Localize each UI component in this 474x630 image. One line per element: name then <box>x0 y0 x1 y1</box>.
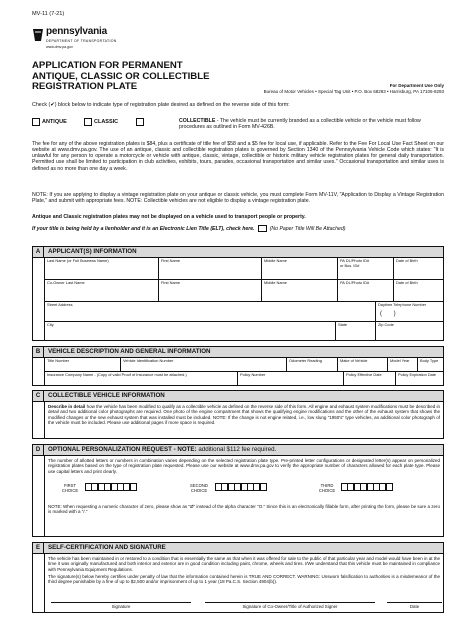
section-a-applicant <box>32 246 444 341</box>
field-label: Street Address <box>47 302 73 307</box>
dl-id-field[interactable] <box>337 258 393 279</box>
section-header <box>33 247 443 258</box>
field-label: Policy Expiration Date <box>398 372 437 377</box>
logo-url: www.dmv.pa.gov <box>46 45 73 49</box>
policy-number-field[interactable] <box>237 372 343 386</box>
first-choice-label: FIRST CHOICE <box>61 482 79 493</box>
insurance-row <box>45 372 443 386</box>
field-label: Zip Code <box>378 322 394 327</box>
section-title: APPLICANT(S) INFORMATION <box>48 248 137 256</box>
classic-checkbox[interactable] <box>84 118 92 126</box>
field-label: First Name <box>161 258 181 263</box>
collectible-instructions <box>45 402 443 427</box>
phone-field[interactable] <box>375 302 443 321</box>
personalization-instructions: The number of allotted letters or numbers in combination varies depending on the selected registration plate type. Pre-printed letter configurations or designated letter(s) appear on personalized registration plates based on the type of registration plate requested. Please use our website at www.dmv.pa.gov to verify the appropriate number of characters allowed for each plate type. Please use capital letters and print clearly. <box>48 458 440 474</box>
field-label: City <box>47 322 54 327</box>
field-label: Vehicle Identification Number <box>123 358 174 363</box>
elt-row <box>32 225 444 232</box>
model-year-field[interactable] <box>387 358 417 371</box>
section-body <box>44 358 443 386</box>
third-choice-boxes[interactable] <box>341 483 392 491</box>
section-body <box>44 456 443 537</box>
field-label: Title Number <box>47 358 70 363</box>
dept-use-label: For Department Use Only <box>389 83 444 88</box>
section-header <box>33 347 443 358</box>
title-number-field[interactable] <box>45 358 120 371</box>
second-choice-label: SECOND CHOICE <box>190 482 208 493</box>
odometer-field[interactable] <box>286 358 337 371</box>
middle-name-field[interactable] <box>261 258 337 279</box>
co-owner-row <box>45 280 443 302</box>
section-b-vehicle <box>32 346 444 386</box>
field-label: Odometer Reading <box>289 358 322 363</box>
title-fee: additional $112 fee required. <box>196 446 277 454</box>
collectible-text: - The vehicle must be currently branded as a collectible vehicle or the vehicle must follow procedures as outlined in Form MV-426B. <box>179 118 421 131</box>
owner-row <box>45 258 443 280</box>
section-c-collectible <box>32 390 444 439</box>
co-dl-field[interactable] <box>337 280 393 301</box>
dob-field[interactable] <box>393 258 443 279</box>
section-d-personalization <box>32 444 444 537</box>
section-header <box>33 391 443 402</box>
field-label: Co-Owner Last Name <box>47 280 85 285</box>
title-line: REGISTRATION PLATE <box>32 81 138 93</box>
first-choice-boxes[interactable] <box>85 483 136 491</box>
field-label: Middle Name <box>264 258 287 263</box>
elt-checkbox[interactable] <box>258 225 267 232</box>
collectible-checkbox[interactable] <box>136 118 144 126</box>
field-label: Middle Name <box>264 280 287 285</box>
field-label: Model Year <box>390 358 410 363</box>
owner-signature-line[interactable]: Signature <box>51 602 191 609</box>
last-name-field[interactable] <box>45 258 158 279</box>
describe-bold: Describe in detail <box>48 404 86 409</box>
field-label: Policy Number <box>240 372 266 377</box>
plate-type-options <box>32 117 444 135</box>
zero-note: NOTE: When requesting a numeric character of zero, please show as "Ø" instead of the alpha character "O." Since this is an electronically fillable form, after printing the form, please be sure a zero is marked with a "/." <box>48 503 440 515</box>
classic-option[interactable] <box>84 118 118 126</box>
title-line: APPLICATION FOR PERMANENT <box>32 60 183 71</box>
form-title <box>32 61 209 93</box>
antique-checkbox[interactable] <box>32 118 40 126</box>
form-number: MV-11 (7-21) <box>32 11 65 17</box>
section-header <box>33 445 443 456</box>
section-letter: B <box>33 347 44 358</box>
title-main: OPTIONAL PERSONALIZATION REQUEST - NOTE: <box>48 446 197 454</box>
keystone-icon <box>32 28 44 42</box>
field-label: Make of Vehicle <box>340 358 368 363</box>
make-field[interactable] <box>337 358 387 371</box>
date-line[interactable]: Date <box>387 602 442 609</box>
collectible-body: how the vehicle has been modified to qualify as a collectible vehicle as defined on the reverse side of this form. All engine and exhaust system modifications must be described in detail and two additional color photographs are required. One photo of the engine compartment that shows the qualifying engine modifications and the other of the exhaust system that shows the modified changes or the new exhaust system that was installed must be included. NOTE: If the change is not engine related, i.e., low slung "1950's" type vehicles, an additional color photograph of the vehicle must be included. Please use additional pages if more space is required. <box>48 404 440 425</box>
logo-name: pennsylvania <box>46 26 107 37</box>
street-field[interactable] <box>45 302 375 321</box>
plate-type-instruction: Check (✔) block below to indicate type of registration plate desired as defined on the reverse side of this form: <box>32 102 290 108</box>
first-name-field[interactable] <box>158 258 261 279</box>
address-row <box>45 302 443 322</box>
vintage-note: NOTE: If you are applying to display a vintage registration plate on your antique or classic vehicle, you must complete Form MV-11V, "Application to Display a Vintage Registration Plate," and submit with appropriate fees. NOTE: Collectible vehicles are not eligible to display a vintage registration plate. <box>32 192 444 205</box>
collectible-description <box>179 118 444 130</box>
title-line: ANTIQUE, CLASSIC OR COLLECTIBLE <box>32 70 210 82</box>
state-field[interactable] <box>335 322 375 341</box>
classic-label: CLASSIC <box>94 119 119 126</box>
section-body <box>44 554 443 613</box>
co-middle-name-field[interactable] <box>261 280 337 301</box>
antique-label: ANTIQUE <box>42 119 67 126</box>
vehicle-row <box>45 358 443 372</box>
section-letter: E <box>33 543 44 554</box>
section-header <box>33 543 443 554</box>
bus-id-label: or Bus. ID# <box>340 262 360 268</box>
policy-effective-field[interactable] <box>343 372 395 386</box>
co-first-name-field[interactable] <box>158 280 261 301</box>
department-use-box <box>264 83 444 95</box>
co-owner-signature-line[interactable]: Signature of Co-Owner/Title of Authorized Signer <box>205 602 375 609</box>
second-choice-boxes[interactable] <box>215 483 266 491</box>
co-dob-field[interactable] <box>393 280 443 301</box>
no-paper-note: (No Paper Title Will Be Attached) <box>269 225 346 232</box>
logo-dept: DEPARTMENT OF TRANSPORTATION <box>46 39 117 43</box>
fee-paragraph: The fee for any of the above registration plates is $84, plus a certificate of title fee of $58 and a $5 fee for local use, if applicable. Refer to the Fee For Local Use Fact Sheet on our website at www.dmv.pa.gov. The use of an antique, classic and collectible registration plates is governed by Section 1340 of the Pennsylvania Vehicle Code which states: "It is unlawful for any person to operate a motorcycle or vehicle with antique, classic, vintage, collectible or historic military vehicle registration plates for general daily transportation. Permitted use shall be limited to participation in club activities, exhibits, tours, parades, occasional transportation and similar uses." Occasional transportation and similar uses is defined as no more than one day a week. <box>32 141 444 172</box>
antique-option[interactable] <box>32 118 67 126</box>
dl-label: PA DL/Photo ID# <box>340 258 370 263</box>
section-title: SELF-CERTIFICATION AND SIGNATURE <box>48 544 166 552</box>
section-title: VEHICLE DESCRIPTION AND GENERAL INFORMATION <box>48 348 211 356</box>
field-label: Date of Birth <box>396 258 418 263</box>
field-label: Date of Birth <box>396 280 418 285</box>
section-body[interactable] <box>44 402 443 439</box>
collectible-label: COLLECTIBLE <box>179 118 216 124</box>
penndot-logo <box>32 26 152 56</box>
collectible-option[interactable] <box>136 118 144 126</box>
section-title: COLLECTIBLE VEHICLE INFORMATION <box>48 392 165 400</box>
section-letter: A <box>33 247 44 258</box>
field-label <box>340 259 369 268</box>
section-letter: D <box>33 445 44 456</box>
co-last-name-field[interactable] <box>45 280 158 301</box>
body-type-field[interactable] <box>417 358 443 371</box>
field-label: First Name <box>161 280 181 285</box>
penalty-text: The signature(s) below hereby certifies under penalty of law that the information contained herein is TRUE AND CORRECT. WARNING: Unsworn falsification to authorities is a misdemeanor of the third degree punishable by a fine of up to $2,500 and/or imprisonment of up to 1 year (18 Pa.C.S. Section 4904(b)). <box>48 573 440 585</box>
zip-field[interactable] <box>375 322 443 341</box>
third-choice-label: THIRD CHOICE <box>318 482 336 493</box>
field-label: Last Name (or Full Business Name) <box>47 258 109 263</box>
choice-row <box>45 476 443 504</box>
field-label: Body Type <box>420 358 439 363</box>
section-e-certification <box>32 542 444 613</box>
transport-warning: Antique and Classic registration plates may not be displayed on a vehicle used to transport people or property. <box>32 214 306 220</box>
city-field[interactable] <box>45 322 335 341</box>
section-body <box>44 258 443 341</box>
field-label: State <box>338 322 348 327</box>
vin-field[interactable] <box>120 358 286 371</box>
insurance-field[interactable] <box>45 372 237 386</box>
elt-question: If your title is being held by a lienholder and it is an Electronic Lien Title (ELT), check here. <box>32 225 255 232</box>
section-letter: C <box>33 391 44 402</box>
phone-paren: ( ) <box>380 311 396 317</box>
field-label: Insurance Company Name - (Copy of valid Proof of Insurance must be attached.) <box>47 372 187 377</box>
field-label: Daytime Telephone Number <box>378 302 427 307</box>
city-row <box>45 322 443 341</box>
certification-text: The vehicle has been maintained in or restored to a condition that is essentially the same as that when it was offered for sale to the public of that particular year and model would have been in at the time it was originally manufactured and both interior and exterior are in good condition including paint, chrome, wheels and tires. I/We understand that this vehicle must be maintained in compliance with Pennsylvania Equipment Regulations. <box>48 556 440 572</box>
policy-expiration-field[interactable] <box>395 372 443 386</box>
section-title <box>44 446 276 453</box>
field-label: Policy Effective Date <box>346 372 382 377</box>
bureau-address: Bureau of Motor Vehicles • Special Tag Unit • P.O. Box 68293 • Harrisburg, PA 17106-8293 <box>263 88 444 94</box>
field-label: PA DL/Photo ID# <box>340 280 370 285</box>
